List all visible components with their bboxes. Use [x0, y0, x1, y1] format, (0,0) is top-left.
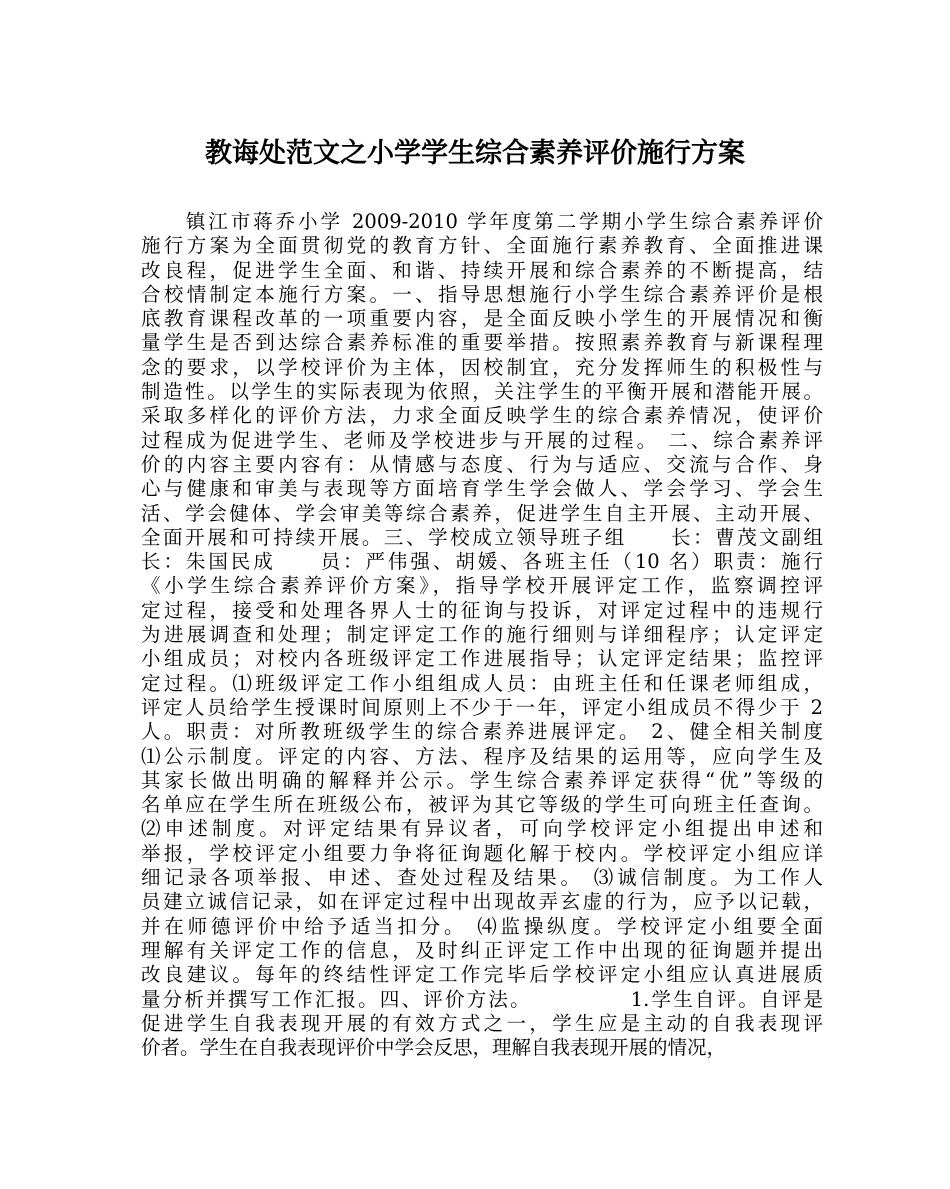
body-text-line: 制造性。以学生的实际表现为依照，关注学生的平衡开展和潜能开展。 [141, 380, 823, 404]
body-text-line: 价者。学生在自我表现评价中学会反思，理解自我表现开展的情况， [141, 1036, 727, 1060]
body-text-line: 并在师德评价中给予适当扣分。 ⑷监操纵度。学校评定小组要全面 [141, 914, 823, 938]
body-text-line: 为进展调查和处理；制定评定工作的施行细则与详细程序；认定评定 [141, 623, 823, 647]
body-text-line: 举报，学校评定小组要力争将征询题化解于校内。学校评定小组应详 [141, 841, 823, 865]
body-text-line: 心与健康和审美与表现等方面培育学生学会做人、学会学习、学会生 [141, 477, 823, 501]
body-text-line: 量分析并撰写工作汇报。四、评价方法。 1.学生自评。自评是 [141, 987, 823, 1011]
body-text-line: 改良建议。每年的终结性评定工作完毕后学校评定小组应认真进展质 [141, 963, 823, 987]
body-text-line: 念的要求，以学校评价为主体，因校制宜，充分发挥师生的积极性与 [141, 355, 823, 379]
body-text-line: 施行方案为全面贯彻党的教育方针、全面施行素养教育、全面推进课 [141, 234, 823, 258]
body-text-line: 过程成为促进学生、老师及学校进步与开展的过程。 二、综合素养评 [141, 428, 823, 452]
body-text-line: 活、学会健体、学会审美等综合素养，促进学生自主开展、主动开展、 [141, 501, 823, 525]
body-text-line: 人。职责：对所教班级学生的综合素养进展评定。 2、健全相关制度 [141, 720, 823, 744]
body-text-line: 底教育课程改革的一项重要内容，是全面反映小学生的开展情况和衡 [141, 307, 823, 331]
body-text-line: 量学生是否到达综合素养标准的重要举措。按照素养教育与新课程理 [141, 331, 823, 355]
body-text-line: 其家长做出明确的解释并公示。学生综合素养评定获得“优”等级的 [141, 768, 823, 792]
body-text-line: ⑵申述制度。对评定结果有异议者，可向学校评定小组提出申述和 [141, 817, 823, 841]
body-text-line: 员建立诚信记录，如在评定过程中出现故弄玄虚的行为，应予以记载， [141, 890, 823, 914]
body-text-line: 采取多样化的评价方法，力求全面反映学生的综合素养情况，使评价 [141, 404, 823, 428]
body-text-line: 促进学生自我表现开展的有效方式之一，学生应是主动的自我表现评 [141, 1011, 823, 1035]
body-text-line: 理解有关评定工作的信息，及时纠正评定工作中出现的征询题并提出 [141, 938, 823, 962]
body-text-line: 定过程，接受和处理各界人士的征询与投诉，对评定过程中的违规行 [141, 598, 823, 622]
body-text-line: ⑴公示制度。评定的内容、方法、程序及结果的运用等，应向学生及 [141, 744, 823, 768]
document-body [141, 210, 823, 1060]
body-text-line: 合校情制定本施行方案。一、指导思想施行小学生综合素养评价是根 [141, 282, 823, 306]
body-text-line: 定过程。⑴班级评定工作小组组成人员：由班主任和任课老师组成， [141, 671, 823, 695]
body-text-line: 改良程，促进学生全面、和谐、持续开展和综合素养的不断提高，结 [141, 258, 823, 282]
body-text-line: 镇江市蒋乔小学 2009-2010 学年度第二学期小学生综合素养评价 [141, 210, 823, 233]
body-text-line: 《小学生综合素养评价方案》，指导学校开展评定工作，监察调控评 [141, 574, 823, 598]
body-text-line: 价的内容主要内容有：从情感与态度、行为与适应、交流与合作、身 [141, 452, 823, 476]
body-text-line: 长：朱国民成 员：严伟强、胡媛、各班主任（10 名）职责：施行 [141, 550, 823, 574]
body-text-line: 全面开展和可持续开展。三、学校成立领导班子组 长：曹茂文副组 [141, 525, 823, 549]
body-text-line: 细记录各项举报、申述、查处过程及结果。 ⑶诚信制度。为工作人 [141, 866, 823, 890]
body-text-line: 小组成员；对校内各班级评定工作进展指导；认定评定结果；监控评 [141, 647, 823, 671]
body-text-line: 名单应在学生所在班级公布，被评为其它等级的学生可向班主任查询。 [141, 793, 823, 817]
body-text-line: 评定人员给学生授课时间原则上不少于一年，评定小组成员不得少于 2 [141, 695, 823, 719]
document-title: 教诲处范文之小学学生综合素养评价施行方案 [205, 138, 745, 169]
